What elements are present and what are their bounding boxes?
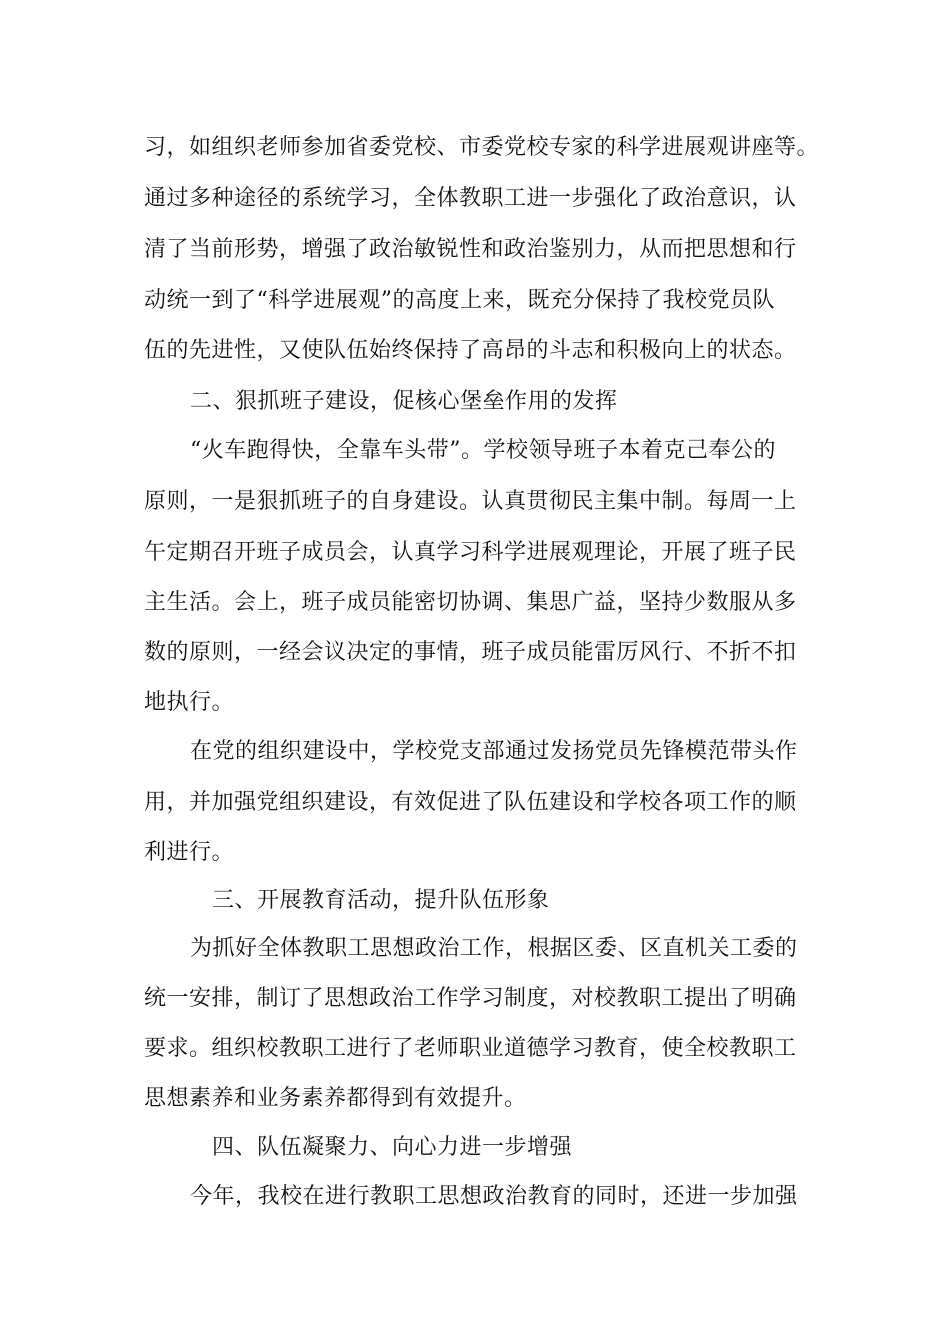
paragraph-line: 清了当前形势，增强了政治敏锐性和政治鉴别力，从而把思想和行 xyxy=(144,237,797,262)
paragraph-line: 今年，我校在进行教职工思想政治教育的同时，还进一步加强 xyxy=(190,1184,798,1209)
paragraph-line: 地执行。 xyxy=(144,690,235,715)
paragraph-line: 午定期召开班子成员会，认真学习科学进展观理论，开展了班子民 xyxy=(144,540,797,565)
section-heading: 四、队伍凝聚力、向心力进一步增强 xyxy=(212,1135,573,1160)
paragraph-line: 原则，一是狠抓班子的自身建设。认真贯彻民主集中制。每周一上 xyxy=(144,489,797,514)
paragraph-line: 在党的组织建设中，学校党支部通过发扬党员先锋模范带头作 xyxy=(190,739,798,764)
section-heading: 三、开展教育活动，提升队伍形象 xyxy=(212,888,550,913)
paragraph-line: 伍的先进性，又使队伍始终保持了高昂的斗志和积极向上的状态。 xyxy=(144,338,797,363)
paragraph-line: 利进行。 xyxy=(144,840,235,865)
paragraph-line: 用，并加强党组织建设，有效促进了队伍建设和学校各项工作的顺 xyxy=(144,790,797,815)
section-heading: 二、狠抓班子建设，促核心堡垒作用的发挥 xyxy=(190,389,618,414)
paragraph-line: 思想素养和业务素养都得到有效提升。 xyxy=(144,1086,527,1111)
paragraph-line: 要求。组织校教职工进行了老师职业道德学习教育，使全校教职工 xyxy=(144,1036,797,1061)
paragraph-line: 数的原则，一经会议决定的事情，班子成员能雷厉风行、不折不扣 xyxy=(144,640,797,665)
paragraph-line: 统一安排，制订了思想政治工作学习制度，对校教职工提出了明确 xyxy=(144,986,797,1011)
paragraph-line: 习，如组织老师参加省委党校、市委党校专家的科学进展观讲座等。 xyxy=(144,135,820,160)
paragraph-line: 为抓好全体教职工思想政治工作，根据区委、区直机关工委的 xyxy=(190,936,798,961)
paragraph-line: 主生活。会上，班子成员能密切协调、集思广益，坚持少数服从多 xyxy=(144,590,797,615)
paragraph-line: 通过多种途径的系统学习，全体教职工进一步强化了政治意识，认 xyxy=(144,186,797,211)
paragraph-line: 动统一到了“科学进展观”的高度上来，既充分保持了我校党员队 xyxy=(144,288,775,313)
paragraph-line: “火车跑得快，全靠车头带”。学校领导班子本着克己奉公的 xyxy=(190,438,776,463)
